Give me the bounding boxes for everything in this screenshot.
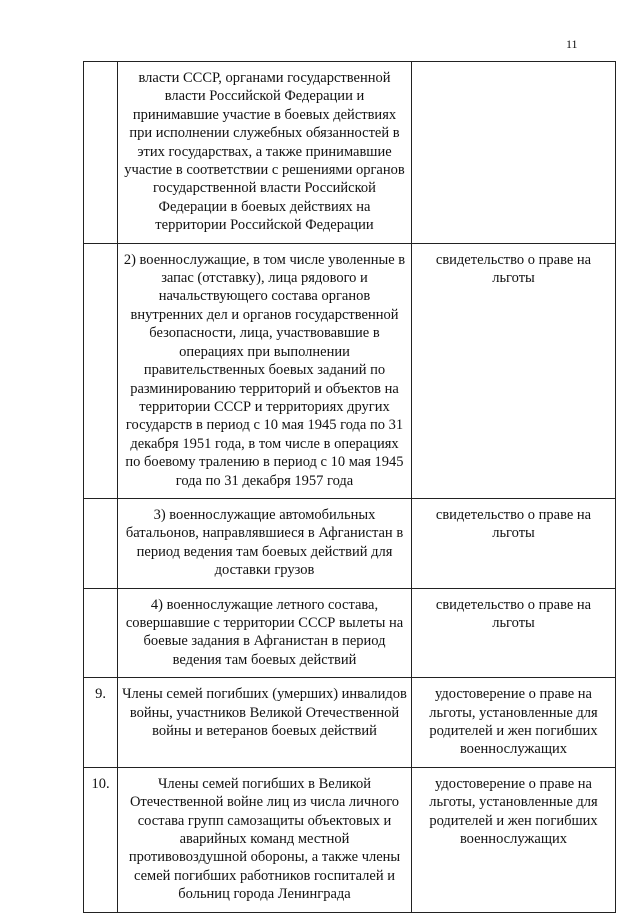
- table-row: [84, 588, 616, 678]
- document-cell: [412, 62, 616, 244]
- page-number: 11: [566, 37, 578, 51]
- document-cell: удостоверение о праве на льготы, установленные для родителей и жен погибших военнослужащих: [412, 767, 616, 912]
- row-number-cell: [84, 498, 118, 588]
- row-number-cell: [84, 62, 118, 244]
- table-row: [84, 767, 616, 912]
- row-number-cell: [84, 588, 118, 678]
- table-row: [84, 62, 616, 244]
- row-number-cell: 10.: [84, 767, 118, 912]
- document-cell: свидетельство о праве на льготы: [412, 588, 616, 678]
- category-description-cell: Члены семей погибших в Великой Отечественной войне лиц из числа личного состава групп самозащиты объектовых и аварийных команд местной противовоздушной обороны, а также члены семей погибших работников госпиталей и больниц города Ленинграда: [118, 767, 412, 912]
- category-description-cell: Члены семей погибших (умерших) инвалидов войны, участников Великой Отечественной войны и ветеранов боевых действий: [118, 678, 412, 768]
- category-description-cell: власти СССР, органами государственной власти Российской Федерации и принимавшие участие в боевых действиях при исполнении служебных обязанностей в этих государствах, а также принимавшие участие в соответствии с решениями органов государственной власти Российской Федерации в боевых действиях на территории Российской Федерации: [118, 62, 412, 244]
- table-row: [84, 678, 616, 768]
- category-description-cell: 3) военнослужащие автомобильных батальонов, направлявшиеся в Афганистан в период ведения там боевых действий для доставки грузов: [118, 498, 412, 588]
- category-description-cell: 2) военнослужащие, в том числе уволенные в запас (отставку), лица рядового и начальствующего состава органов внутренних дел и органов государственной безопасности, лица, участвовавшие в операциях при выполнении правительственных боевых заданий по разминированию территорий и объектов на территории СССР и территориях других государств в период с 10 мая 1945 года по 31 декабря 1951 года, в том числе в операциях по боевому тралению в период с 10 мая 1945 года по 31 декабря 1957 года: [118, 243, 412, 498]
- category-description-cell: 4) военнослужащие летного состава, совершавшие с территории СССР вылеты на боевые задания в Афганистан в период ведения там боевых действий: [118, 588, 412, 678]
- document-cell: удостоверение о праве на льготы, установленные для родителей и жен погибших военнослужащих: [412, 678, 616, 768]
- document-cell: свидетельство о праве на льготы: [412, 498, 616, 588]
- row-number-cell: 9.: [84, 678, 118, 768]
- row-number-cell: [84, 243, 118, 498]
- benefits-table: [83, 61, 616, 913]
- document-cell: свидетельство о праве на льготы: [412, 243, 616, 498]
- table-row: [84, 498, 616, 588]
- table-row: [84, 243, 616, 498]
